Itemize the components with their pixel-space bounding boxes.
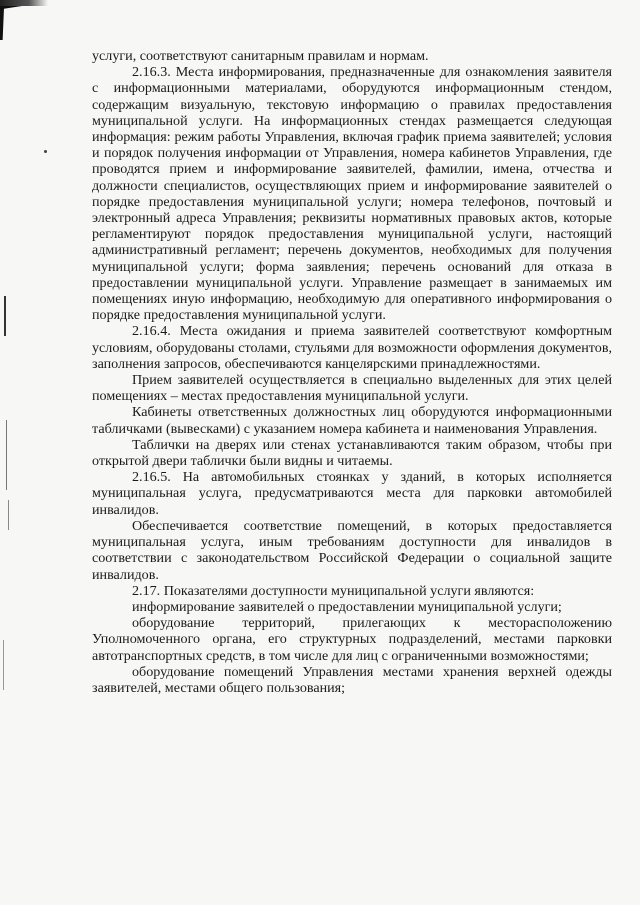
paragraph-cabinets: Кабинеты ответственных должностных лиц оборудуются информационными табличками (вывесками) с указанием номера кабинета и наименования Управления.	[92, 404, 612, 437]
margin-mark	[6, 420, 7, 490]
scan-artifact-top	[0, 0, 48, 6]
paragraph-2-16-4: 2.16.4. Места ожидания и приема заявителей соответствуют комфортным условиям, оборудованы столами, стульями для возможности оформления документов, заполнения запросов, обеспечиваются канцелярскими принадлежностями.	[92, 323, 612, 372]
paragraph-2-16-3: 2.16.3. Места информирования, предназначенные для ознакомления заявителя с информационными материалами, оборудуются информационным стендом, содержащим визуальную, текстовую информацию о правилах предоставления муниципальной услуги. На информационных стендах размещается следующая информация: режим работы Управления, включая график приема заявителей; условия и порядок получения информации от Управления, номера кабинетов Управления, где проводятся прием и информирование заявителей, фамилии, имена, отчества и должности специалистов, осуществляющих прием и информирование заявителей о порядке предоставления муниципальной услуги; номера телефонов, почтовый и электронный адреса Управления; реквизиты нормативных правовых актов, которые регламентируют порядок предоставления муниципальной услуги, настоящий административный регламент; перечень документов, необходимых для получения муниципальной услуги; форма заявления; перечень оснований для отказа в предоставлении муниципальной услуги. Управление размещает в занимаемых им помещениях иную информацию, необходимую для оперативного информирования о порядке предоставления муниципальной услуги.	[92, 64, 612, 324]
margin-mark	[3, 640, 4, 690]
scan-speck	[44, 150, 47, 153]
paragraph-2-17: 2.17. Показателями доступности муниципальной услуги являются:	[132, 582, 535, 599]
margin-mark	[8, 500, 9, 530]
paragraph-continuation: услуги, соответствуют санитарным правилам и нормам.	[92, 48, 429, 64]
paragraph-accessibility: Обеспечивается соответствие помещений, в которых предоставляется муниципальная услуга, иным требованиям доступности для инвалидов в соответствии с законодательством Российской Федерации о социальной защите инвалидов.	[92, 517, 612, 583]
margin-mark	[4, 296, 6, 336]
paragraph-signs: Таблички на дверях или стенах устанавливаются таким образом, чтобы при открытой двери таблички были видны и читаемы.	[92, 436, 612, 470]
paragraph-2-16-5: 2.16.5. На автомобильных стоянках у зданий, в которых исполняется муниципальная услуга, предусматриваются места для парковки автомобилей инвалидов.	[92, 469, 612, 518]
list-item-premises: оборудование помещений Управления местами хранения верхней одежды заявителей, местами общего пользования;	[92, 663, 612, 696]
scan-artifact-corner	[0, 0, 22, 40]
paragraph-reception: Прием заявителей осуществляется в специально выделенных для этих целей помещениях – местах предоставления муниципальной услуги.	[92, 372, 612, 405]
document-page	[92, 48, 612, 696]
list-item-informing: информирование заявителей о предоставлении муниципальной услуги;	[132, 598, 562, 615]
list-item-territories: оборудование территорий, прилегающих к месторасположению Уполномоченного органа, его структурных подразделений, местами парковки автотранспортных средств, в том числе для лиц с ограниченными возможностями;	[92, 615, 612, 664]
